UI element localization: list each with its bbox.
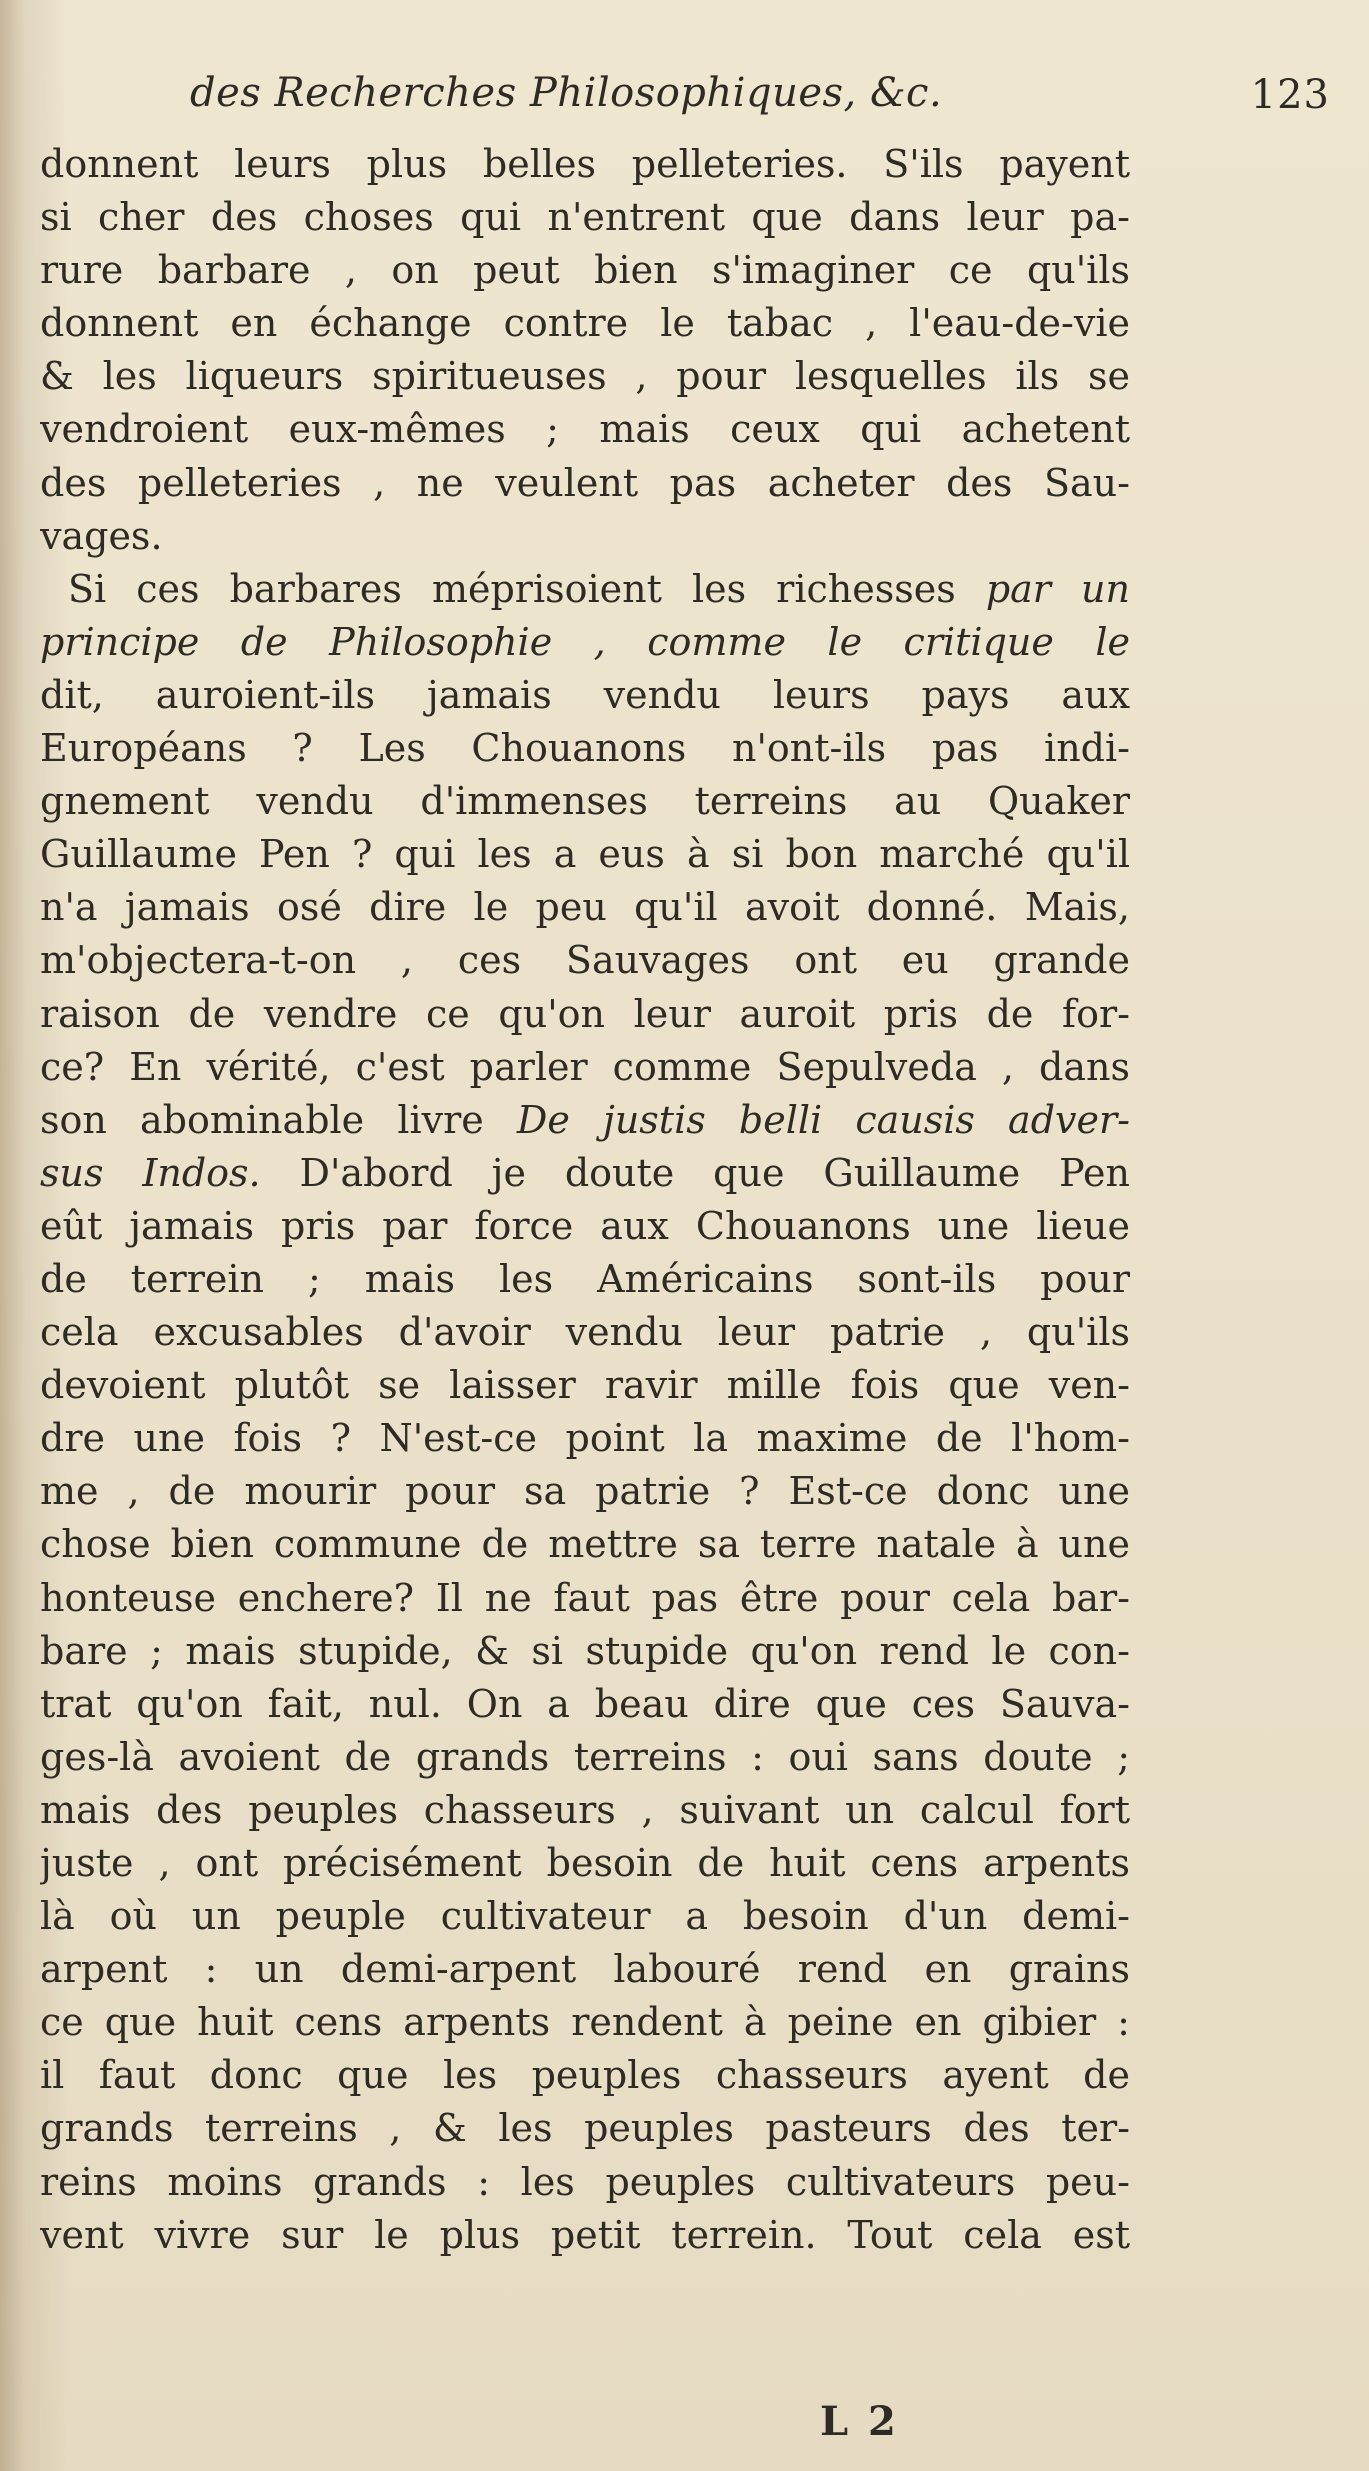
text-line: vages. — [40, 513, 163, 558]
text-line: raison de vendre ce qu'on leur auroit pris de for- — [40, 991, 1130, 1036]
text-line: m'objectera-t-on , ces Sauvages ont eu grande — [40, 938, 1130, 983]
body-text — [40, 138, 1130, 2262]
text-line: grands terreins , & les peuples pasteurs des ter- — [40, 2106, 1130, 2151]
signature-mark: L 2 — [820, 2398, 899, 2445]
italic-title: sus Indos. — [40, 1150, 261, 1195]
text-line: ce? En vérité, c'est parler comme Sepulveda , dans — [40, 1044, 1130, 1089]
text-line: ges-là avoient de grands terreins : oui sans doute ; — [40, 1734, 1130, 1779]
text-line: mais des peuples chasseurs , suivant un calcul fort — [40, 1787, 1130, 1832]
text-line: donnent leurs plus belles pelleteries. S'ils payent — [40, 142, 1130, 186]
text-line: donnent en échange contre le tabac , l'eau-de-vie — [40, 301, 1130, 346]
text-line: bare ; mais stupide, & si stupide qu'on rend le con- — [40, 1628, 1130, 1673]
text-line: eût jamais pris par force aux Chouanons une lieue — [40, 1203, 1130, 1248]
text-line — [40, 1147, 1130, 1200]
text-line: & les liqueurs spiritueuses , pour lesquelles ils se — [40, 354, 1130, 399]
text-line: honteuse enchere? Il ne faut pas être pour cela bar- — [40, 1575, 1130, 1620]
text-line: arpent : un demi-arpent labouré rend en grains — [40, 1947, 1130, 1992]
text-line: vendroient eux-mêmes ; mais ceux qui achetent — [40, 407, 1130, 452]
text-segment: D'abord je doute que Guillaume Pen — [299, 1150, 1130, 1195]
text-line: gnement vendu d'immenses terreins au Quaker — [40, 779, 1130, 824]
italic-phrase: principe de Philosophie , comme le critique le — [40, 619, 1130, 664]
text-line: devoient plutôt se laisser ravir mille fois que ven- — [40, 1363, 1130, 1408]
text-line: ce que huit cens arpents rendent à peine en gibier : — [40, 2000, 1130, 2045]
text-line: Européans ? Les Chouanons n'ont-ils pas indi- — [40, 726, 1130, 771]
running-head — [40, 70, 1330, 140]
text-line: des pelleteries , ne veulent pas acheter des Sau- — [40, 460, 1130, 505]
text-line: cela excusables d'avoir vendu leur patrie , qu'ils — [40, 1310, 1130, 1355]
italic-phrase: par un — [985, 566, 1130, 611]
text-line: vent vivre sur le plus petit terrein. Tout cela est — [40, 2212, 1130, 2257]
text-segment: Si ces barbares méprisoient les richesses — [68, 566, 956, 611]
text-line — [40, 616, 1130, 669]
text-line: chose bien commune de mettre sa terre natale à une — [40, 1522, 1130, 1567]
page-number: 123 — [1250, 72, 1330, 118]
text-line: de terrein ; mais les Américains sont-ils pour — [40, 1256, 1130, 1301]
text-line: là où un peuple cultivateur a besoin d'un demi- — [40, 1894, 1130, 1939]
text-line: si cher des choses qui n'entrent que dans leur pa- — [40, 195, 1130, 240]
text-line: reins moins grands : les peuples cultivateurs peu- — [40, 2159, 1130, 2204]
text-line: dit, auroient-ils jamais vendu leurs pays aux — [40, 672, 1130, 717]
text-line — [40, 1094, 1130, 1147]
text-line: juste , ont précisément besoin de huit cens arpents — [40, 1841, 1130, 1885]
text-line: Guillaume Pen ? qui les a eus à si bon marché qu'il — [40, 832, 1130, 877]
text-line — [40, 563, 1130, 616]
text-line: il faut donc que les peuples chasseurs ayent de — [40, 2053, 1130, 2098]
running-title: des Recherches Philosophiques, &c. — [190, 70, 943, 116]
text-segment: son abominable livre — [40, 1097, 484, 1142]
text-line: dre une fois ? N'est-ce point la maxime de l'hom- — [40, 1416, 1130, 1461]
text-line: me , de mourir pour sa patrie ? Est-ce donc une — [40, 1469, 1130, 1514]
italic-title: De justis belli causis adver- — [516, 1097, 1130, 1142]
text-line: rure barbare , on peut bien s'imaginer ce qu'ils — [40, 248, 1130, 293]
text-line: n'a jamais osé dire le peu qu'il avoit donné. Mais, — [40, 885, 1130, 930]
text-line: trat qu'on fait, nul. On a beau dire que ces Sauva- — [40, 1681, 1130, 1726]
